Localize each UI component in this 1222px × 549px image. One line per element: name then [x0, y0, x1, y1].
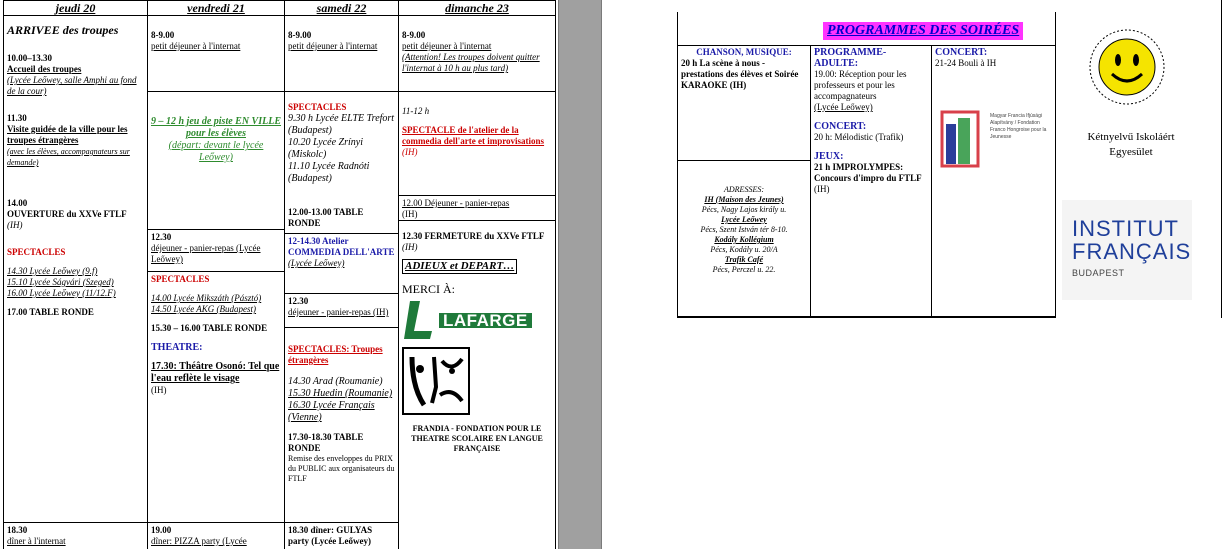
column-dimanche — [398, 0, 556, 549]
evening-programmes-table — [677, 12, 1056, 318]
francais-word: FRANÇAIS — [1072, 239, 1192, 264]
vendredi-spectacle-1: 14.00 Lycée Mikszáth (Pásztó) — [151, 293, 262, 303]
vendredi-time-3: 19.00 — [151, 525, 172, 535]
adresse-3: Kodály Kollégium — [714, 235, 774, 244]
dimanche-lunch-ih: (IH) — [402, 209, 418, 219]
samedi-breakfast — [285, 28, 398, 54]
dimanche-adieux: ADIEUX et DEPART… — [402, 259, 517, 274]
vendredi-theatre-ih: (IH) — [151, 385, 167, 395]
day-header-vendredi: vendredi 21 — [148, 0, 284, 16]
samedi-spectacles-etrangeres: SPECTACLES: Troupes étrangères — [288, 344, 383, 365]
samedi-table-ronde-note: Remise des enveloppes du PRIX du PUBLIC aux organisateurs du FTLF — [288, 454, 395, 483]
column-samedi — [284, 0, 398, 549]
samedi-time-1: 8-9.00 — [288, 30, 312, 40]
samedi-table-ronde: 12.00-13.00 TABLE RONDE — [288, 207, 364, 228]
jeudi-time-2: 11.30 — [7, 113, 27, 123]
jeudi-time-3: 14.00 — [7, 198, 28, 208]
concert-text-2: 20 h: Mélodistic (Trafik) — [814, 132, 904, 142]
vendredi-spectacle-2: 14.50 Lycée AKG (Budapest) — [151, 304, 257, 314]
vendredi-theatre-text: 17.30: Théâtre Osonó: Tel que l'eau reflète le visage — [151, 361, 280, 384]
jeudi-ouverture-ih: (IH) — [7, 220, 23, 230]
dimanche-breakfast — [399, 28, 555, 76]
vendredi-jeu-title: 9 – 12 h jeu de piste EN VILLE pour les élèves — [151, 116, 282, 139]
samedi-spectacle-1: 9.30 h Lycée ELTE Trefort (Budapest) — [288, 113, 395, 136]
evening-programmes-title: PROGRAMMES DES SOIRÉES — [823, 22, 1023, 40]
lafarge-logo — [402, 299, 552, 341]
concert-heading: CONCERT: — [935, 47, 988, 58]
vendredi-time-1: 8-9.00 — [151, 30, 175, 40]
arrivee-title: ARRIVEE des troupes — [7, 23, 119, 37]
jeudi-evening — [4, 522, 147, 549]
jeudi-morning — [4, 22, 147, 320]
chanson-heading: CHANSON, MUSIQUE: — [696, 47, 792, 57]
vendredi-jeu-note: (départ: devant le lycée Leőwey) — [168, 140, 264, 163]
jeux-text: 21 h IMPROLYMPES: Concours d'impro du FTLF — [814, 162, 922, 183]
page-gap — [558, 0, 602, 549]
samedi-diner: 18.30 dîner: GULYAS party (Lycée Leőwey) — [288, 525, 373, 546]
frandia-caption: FRANDIA - FONDATION POUR LE THEATRE SCOLAIRE EN LANGUE FRANÇAISE — [411, 424, 543, 453]
sponsors-column — [1056, 0, 1222, 318]
dimanche-spectacle-ih: (IH) — [402, 147, 418, 157]
evening-col-concert — [931, 45, 1057, 316]
samedi-table-ronde-cell — [285, 205, 398, 231]
evening-col-adulte — [810, 45, 931, 316]
jeudi-visite: Visite guidée de la ville pour les troupes étrangères — [7, 124, 128, 145]
jeudi-accueil-note: (Lycée Leőwey, salle Amphi au fond de la cour) — [7, 75, 137, 96]
dimanche-lunch — [399, 195, 555, 222]
jeudi-ouverture: OUVERTURE du XXVe FTLF — [7, 209, 127, 219]
smiley-logo-icon — [1086, 26, 1168, 108]
adresse-4: Trafik Café — [724, 255, 764, 264]
vendredi-panier: déjeuner - panier-repas (Lycée Leőwey) — [151, 243, 261, 264]
samedi-spectacle-2: 10.20 Lycée Zrínyi (Miskolc) — [288, 137, 363, 160]
samedi-lunch — [285, 293, 398, 320]
adulte-heading: PROGRAMME-ADULTE: — [814, 47, 887, 69]
vendredi-evening — [148, 522, 284, 549]
vendredi-table-ronde: 15.30 – 16.00 TABLE RONDE — [151, 323, 268, 333]
dimanche-closing — [399, 220, 555, 456]
samedi-morning — [285, 91, 398, 187]
vendredi-jeu-de-piste — [148, 91, 284, 229]
evening-col-chanson — [678, 45, 810, 316]
samedi-atelier-note: (Lycée Leőwey) — [288, 258, 345, 268]
jeudi-spectacle-2: 15.10 Lycée Ságvári (Szeged) — [7, 277, 114, 287]
day-header-samedi: samedi 22 — [285, 0, 398, 16]
samedi-spectacle-3: 11.10 Lycée Radnóti (Budapest) — [288, 161, 370, 184]
column-vendredi — [147, 0, 284, 549]
dimanche-fermeture: 12.30 FERMETURE du XXVe FTLF — [402, 231, 545, 241]
adresse-4-street: Pécs, Perczel u. 22. — [712, 265, 776, 274]
samedi-atelier-cell — [285, 233, 398, 271]
jeudi-diner: dîner à l'internat — [7, 536, 66, 546]
vendredi-pizza: dîner: PIZZA party (Lycée — [151, 536, 247, 546]
right-document-page — [602, 0, 1222, 549]
dimanche-fermeture-ih: (IH) — [402, 242, 418, 252]
samedi-spectacle-4: 14.30 Arad (Roumanie) — [288, 376, 383, 387]
vendredi-theatre-heading: THEATRE: — [151, 342, 203, 353]
adresse-1: IH (Maison des Jeunes) — [704, 195, 784, 204]
adresses-heading: ADRESSES: — [724, 185, 764, 194]
samedi-spectacles-heading: SPECTACLES — [288, 102, 347, 112]
adresse-2: Lycée Leőwey — [721, 215, 767, 224]
vendredi-breakfast — [148, 28, 284, 54]
lafarge-mark-icon — [402, 299, 436, 341]
frandia-mask-icon — [402, 347, 470, 415]
concert-heading-2: CONCERT: — [814, 121, 867, 132]
jeudi-time-4: 18.30 — [7, 525, 28, 535]
jeudi-spectacle-3: 16.00 Lycée Leőwey (11/12.F) — [7, 288, 116, 298]
dimanche-attention: (Attention! Les troupes doivent quitter l'internat à 10 h au plus tard) — [402, 52, 540, 73]
jeux-heading: JEUX: — [814, 151, 844, 162]
day-header-jeudi: jeudi 20 — [4, 0, 147, 16]
adulte-note: (Lycée Leőwey) — [814, 102, 873, 112]
dimanche-lunch-text: 12.00 Déjeuner - panier-repas — [402, 198, 510, 208]
samedi-afternoon — [285, 327, 398, 486]
samedi-panier: déjeuner - panier-repas (IH) — [288, 307, 389, 317]
samedi-time-2: 12.30 — [288, 296, 309, 306]
lafarge-wordmark: LAFARGE — [439, 313, 532, 328]
jeudi-time-1: 10.00–13.30 — [7, 53, 52, 63]
adresses-cell — [678, 160, 810, 316]
jeudi-spectacles-heading: SPECTACLES — [7, 247, 66, 257]
fondation-caption: Magyar Francia Ifjúsági Alapítvány / Fondation Franco Hongroise pour la Jeunesse — [990, 113, 1047, 140]
samedi-table-ronde-2: 17.30-18.30 TABLE RONDE — [288, 432, 364, 453]
vendredi-afternoon — [148, 271, 284, 398]
adresse-3-street: Pécs, Kodály u. 20/A — [710, 245, 778, 254]
samedi-spectacle-5: 15.30 Huedin (Roumanie) — [288, 388, 393, 399]
jeux-ih: (IH) — [814, 184, 830, 194]
chanson-text: 20 h La scène à nous - prestations des élèves et Soirée KARAOKE (IH) — [681, 58, 799, 90]
jeudi-spectacle-1: 14.30 Lycée Leőwey (9.f) — [7, 266, 98, 276]
dimanche-dejeuner: petit déjeuner à l'internat — [402, 41, 492, 51]
adresse-1-street: Pécs, Nagy Lajos király u. — [701, 205, 787, 214]
column-jeudi — [3, 0, 147, 549]
dimanche-spectacle: SPECTACLE de l'atelier de la commedia dell'arte et improvisations — [402, 125, 545, 146]
jeudi-accueil: Accueil des troupes — [7, 64, 82, 74]
institut-word: INSTITUT — [1072, 216, 1179, 241]
adresse-2-street: Pécs, Szent István tér 8-10. — [700, 225, 788, 234]
samedi-evening — [285, 522, 398, 549]
jeudi-visite-note: (avec les élèves, accompagnateurs sur demande) — [7, 147, 130, 167]
samedi-dejeuner: petit déjeuner à l'internat — [288, 41, 378, 51]
institut-francais-logo — [1062, 200, 1192, 300]
jeudi-table-ronde: 17.00 TABLE RONDE — [7, 307, 94, 317]
vendredi-time-2: 12.30 — [151, 232, 172, 242]
vendredi-dejeuner: petit déjeuner à l'internat — [151, 41, 241, 51]
ketnyelvu-caption: Kétnyelvű Iskoláért Egyesület — [1087, 131, 1175, 158]
dimanche-morning — [399, 91, 555, 160]
concert-text: 21-24 Bouli à IH — [935, 58, 997, 68]
day-header-dimanche: dimanche 23 — [399, 0, 555, 16]
schedule-table — [3, 0, 556, 549]
budapest-word: BUDAPEST — [1072, 268, 1125, 278]
adulte-text: 19.00: Réception pour les professeurs et pour les accompagnateurs — [814, 69, 907, 101]
merci-label: MERCI À: — [402, 282, 456, 296]
samedi-atelier: 12-14.30 Atelier COMMEDIA DELL'ARTE — [288, 236, 395, 257]
dimanche-time-1: 8-9.00 — [402, 30, 426, 40]
samedi-spectacle-6: 16.30 Lycée Français (Vienne) — [288, 400, 375, 423]
vendredi-spectacles-heading: SPECTACLES — [151, 274, 210, 284]
left-document-page — [0, 0, 558, 549]
vendredi-lunch — [148, 229, 284, 267]
dimanche-time-2: 11-12 h — [402, 106, 430, 116]
